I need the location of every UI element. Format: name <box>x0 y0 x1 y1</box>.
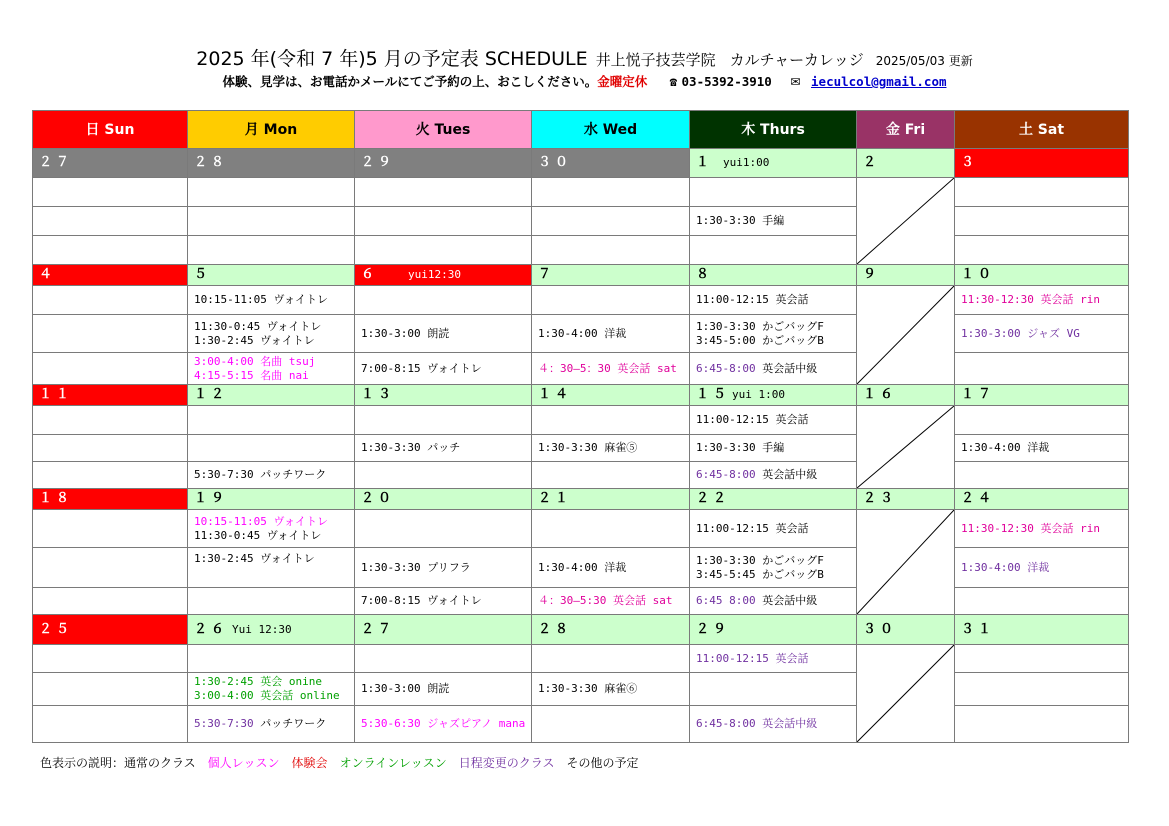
page-title <box>0 44 1169 71</box>
date-cell: ２ <box>857 149 955 178</box>
legend-trial: 体験会 <box>291 756 328 770</box>
event-cell: 10:15-11:05 ヴォイトレ 11:30-0:45 ヴォイトレ <box>188 510 355 548</box>
table-row <box>33 645 1129 673</box>
date-cell: １０ <box>955 265 1129 286</box>
table-row <box>33 236 1129 265</box>
event-cell <box>188 207 355 236</box>
event-cell <box>188 178 355 207</box>
event-cell <box>690 673 857 706</box>
event-cell <box>33 406 188 435</box>
title-main: 2025 年(令和 7 年)5 月の予定表 SCHEDULE <box>196 48 588 70</box>
closed-day-slash <box>857 510 955 615</box>
phone-icon: ☎ <box>669 74 678 89</box>
date-cell: ８ <box>690 265 857 286</box>
date-cell: ３１ <box>955 615 1129 645</box>
date-cell: ２７ <box>355 615 532 645</box>
event-cell <box>355 178 532 207</box>
notice-text: 体験、見学は、お電話かメールにてご予約の上、おこしください。 <box>222 74 598 89</box>
event-cell <box>188 406 355 435</box>
header-sat: 土 Sat <box>955 111 1129 149</box>
event-cell: 11:00-12:15 英会話 <box>690 406 857 435</box>
date-note: yui1:00 <box>723 156 770 169</box>
date-cell: ２８ <box>532 615 690 645</box>
event-cell: 1:30-3:30 手編 <box>690 207 857 236</box>
date-cell: ２９ <box>690 615 857 645</box>
date-cell: ４ <box>33 265 188 286</box>
date-note: Yui 12:30 <box>232 622 292 636</box>
closed-notice: 金曜定休 <box>597 74 648 89</box>
event-cell: 1:30-3:30 手編 <box>690 435 857 462</box>
event-cell: 1:30-3:30 パッチ <box>355 435 532 462</box>
event-cell: 5:30-7:30 パッチワーク <box>188 706 355 743</box>
date-cell: １８ <box>33 489 188 510</box>
date-cell: ２２ <box>690 489 857 510</box>
closed-day-slash <box>857 286 955 385</box>
event-cell <box>955 706 1129 743</box>
date-row <box>33 265 1129 286</box>
date-cell: ２０ <box>355 489 532 510</box>
table-row <box>33 435 1129 462</box>
date-cell: ２４ <box>955 489 1129 510</box>
event-cell <box>33 588 188 615</box>
header-thu: 木 Thurs <box>690 111 857 149</box>
event-cell: 6:45-8:00 英会話中級 <box>690 706 857 743</box>
event-cell: 1:30-4:00 洋裁 <box>955 548 1129 588</box>
event-cell: 1:30-3:30 麻雀⑤ <box>532 435 690 462</box>
event-cell <box>33 207 188 236</box>
date-cell: ３ <box>955 149 1129 178</box>
table-row <box>33 462 1129 489</box>
event-cell: 10:15-11:05 ヴォイトレ <box>188 286 355 315</box>
legend-label: 色表示の説明：通常のクラス <box>40 756 196 770</box>
event-cell <box>955 645 1129 673</box>
date-cell: ９ <box>857 265 955 286</box>
event-cell: 1:30-3:00 朗読 <box>355 673 532 706</box>
header-sun: 日 Sun <box>33 111 188 149</box>
title-updated: 2025/05/03 更新 <box>875 54 973 68</box>
event-cell <box>690 236 857 265</box>
event-cell <box>33 435 188 462</box>
event-cell: 1:30-3:30 かごバッグF 3:45-5:00 かごバッグB <box>690 315 857 353</box>
title-school: 井上悦子技芸学院 <box>595 51 716 69</box>
header-tue: 火 Tues <box>355 111 532 149</box>
date-cell: ２９ <box>355 149 532 178</box>
date-cell: ５ <box>188 265 355 286</box>
date-cell: １５ yui 1:00 <box>690 385 857 406</box>
event-cell <box>188 645 355 673</box>
event-cell <box>690 178 857 207</box>
event-cell: ４：30―5：30 英会話 sat <box>532 353 690 385</box>
event-cell: 11:00-12:15 英会話 <box>690 286 857 315</box>
event-cell <box>955 673 1129 706</box>
event-cell: 1:30-4:00 洋裁 <box>532 315 690 353</box>
date-cell: ２３ <box>857 489 955 510</box>
event-cell <box>33 236 188 265</box>
event-cell <box>532 207 690 236</box>
date-cell: １７ <box>955 385 1129 406</box>
event-cell: 11:00-12:15 英会話 <box>690 510 857 548</box>
event-cell <box>33 645 188 673</box>
phone-number: 03-5392-3910 <box>681 74 772 89</box>
email-link[interactable]: ieculcol@gmail.com <box>811 74 947 89</box>
legend-private: 個人レッスン <box>207 756 280 770</box>
event-cell <box>33 315 188 353</box>
event-cell <box>355 645 532 673</box>
event-cell: 3:00-4:00 名曲 tsuj 4:15-5:15 名曲 nai <box>188 353 355 385</box>
closed-day-slash <box>857 406 955 489</box>
closed-day-slash <box>857 178 955 265</box>
event-cell <box>532 510 690 548</box>
event-cell: ４：30―5:30 英会話 sat <box>532 588 690 615</box>
date-cell: ７ <box>532 265 690 286</box>
legend-other: その他の予定 <box>566 756 639 770</box>
event-cell <box>532 286 690 315</box>
date-note: yui 1:00 <box>732 388 785 401</box>
event-cell: 6:45-8:00 英会話中級 <box>690 353 857 385</box>
event-cell <box>955 462 1129 489</box>
date-cell: ３０ <box>532 149 690 178</box>
event-cell: 1:30-3:00 ジャズ VG <box>955 315 1129 353</box>
date-row <box>33 149 1129 178</box>
event-cell: 1:30-3:30 プリフラ <box>355 548 532 588</box>
event-cell <box>33 706 188 743</box>
event-cell <box>955 178 1129 207</box>
event-cell <box>355 406 532 435</box>
event-cell <box>188 435 355 462</box>
table-row <box>33 353 1129 385</box>
date-note: yui12:30 <box>408 268 461 281</box>
event-cell: 1:30-3:30 麻雀⑥ <box>532 673 690 706</box>
event-cell: 5:30-7:30 パッチワーク <box>188 462 355 489</box>
event-cell <box>188 588 355 615</box>
event-cell: 1:30-4:00 洋裁 <box>532 548 690 588</box>
subtitle <box>0 72 1169 90</box>
event-cell <box>955 207 1129 236</box>
event-cell <box>355 286 532 315</box>
legend-online: オンラインレッスン <box>339 756 447 770</box>
color-legend <box>40 754 650 771</box>
table-row <box>33 588 1129 615</box>
event-cell <box>355 236 532 265</box>
header-mon: 月 Mon <box>188 111 355 149</box>
event-cell <box>955 353 1129 385</box>
table-row <box>33 178 1129 207</box>
event-cell <box>532 178 690 207</box>
event-cell <box>33 353 188 385</box>
event-cell <box>955 588 1129 615</box>
table-row <box>33 510 1129 548</box>
date-cell: ２７ <box>33 149 188 178</box>
event-cell <box>355 207 532 236</box>
event-cell <box>532 645 690 673</box>
table-row <box>33 286 1129 315</box>
event-cell: 1:30-3:30 かごバッグF 3:45-5:45 かごバッグB <box>690 548 857 588</box>
header-fri: 金 Fri <box>857 111 955 149</box>
date-cell: ２５ <box>33 615 188 645</box>
event-cell: 11:30-12:30 英会話 rin <box>955 286 1129 315</box>
event-cell: 7:00-8:15 ヴォイトレ <box>355 353 532 385</box>
header-wed: 水 Wed <box>532 111 690 149</box>
event-cell: 11:30-12:30 英会話 rin <box>955 510 1129 548</box>
table-row <box>33 406 1129 435</box>
event-cell <box>33 462 188 489</box>
event-cell: 11:00-12:15 英会話 <box>690 645 857 673</box>
schedule-table <box>32 110 1129 743</box>
event-cell: 1:30-2:45 英会 onine 3:00-4:00 英会話 online <box>188 673 355 706</box>
event-cell <box>955 406 1129 435</box>
event-cell <box>33 548 188 588</box>
table-row <box>33 548 1129 588</box>
legend-changed: 日程変更のクラス <box>458 756 555 770</box>
event-cell: 1:30-4:00 洋裁 <box>955 435 1129 462</box>
date-cell: １９ <box>188 489 355 510</box>
event-cell <box>33 286 188 315</box>
event-cell: 6:45-8:00 英会話中級 <box>690 462 857 489</box>
event-cell: 7:00-8:15 ヴォイトレ <box>355 588 532 615</box>
date-cell: １６ <box>857 385 955 406</box>
mail-icon: ✉ <box>790 74 801 89</box>
date-row <box>33 489 1129 510</box>
date-row <box>33 615 1129 645</box>
event-cell: 6:45 8:00 英会話中級 <box>690 588 857 615</box>
table-row <box>33 207 1129 236</box>
title-college: カルチャーカレッジ <box>729 51 864 69</box>
date-cell: ２１ <box>532 489 690 510</box>
date-cell: ２６ Yui 12:30 <box>188 615 355 645</box>
event-cell <box>33 673 188 706</box>
event-cell: 5:30-6:30 ジャズピアノ mana <box>355 706 532 743</box>
event-cell <box>355 510 532 548</box>
event-cell <box>188 236 355 265</box>
event-cell <box>532 706 690 743</box>
date-cell: １３ <box>355 385 532 406</box>
date-cell: ２８ <box>188 149 355 178</box>
date-cell: １２ <box>188 385 355 406</box>
date-cell: １４ <box>532 385 690 406</box>
event-cell: 1:30-3:00 朗読 <box>355 315 532 353</box>
event-cell <box>532 236 690 265</box>
date-cell: ６ yui12:30 <box>355 265 532 286</box>
date-row <box>33 385 1129 406</box>
event-cell: 1:30-2:45 ヴォイトレ <box>188 548 355 588</box>
event-cell <box>955 236 1129 265</box>
date-cell: １ yui1:00 <box>690 149 857 178</box>
table-row <box>33 315 1129 353</box>
date-cell: ３０ <box>857 615 955 645</box>
closed-day-slash <box>857 645 955 743</box>
event-cell: 11:30-0:45 ヴォイトレ 1:30-2:45 ヴォイトレ <box>188 315 355 353</box>
table-row <box>33 706 1129 743</box>
event-cell <box>355 462 532 489</box>
event-cell <box>532 406 690 435</box>
day-header-row <box>33 111 1129 149</box>
table-row <box>33 673 1129 706</box>
date-cell: １１ <box>33 385 188 406</box>
event-cell <box>532 462 690 489</box>
event-cell <box>33 178 188 207</box>
event-cell <box>33 510 188 548</box>
